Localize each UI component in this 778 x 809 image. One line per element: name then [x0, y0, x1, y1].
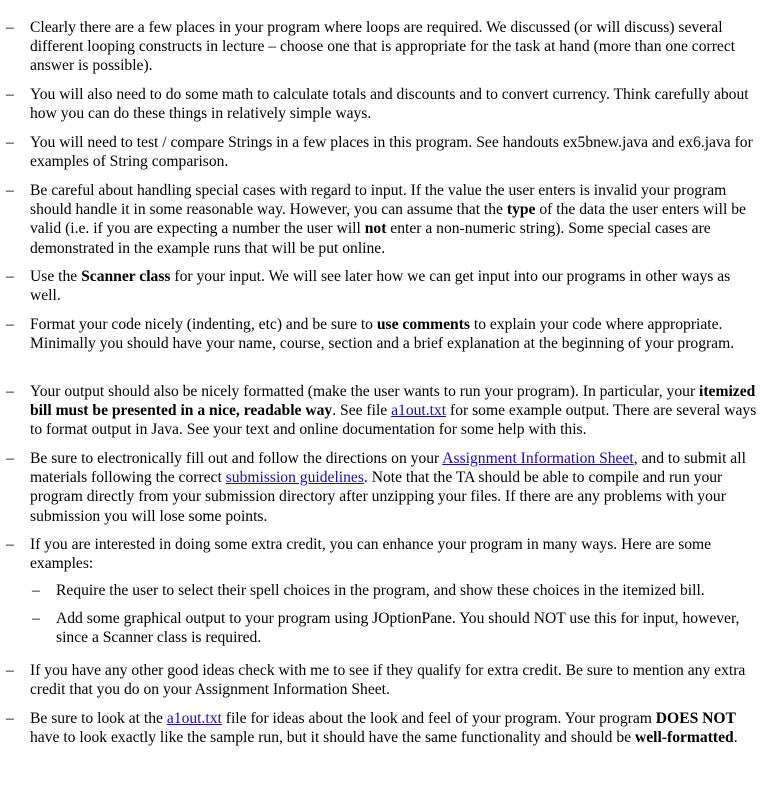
sub-bullet-dash: –	[32, 582, 40, 599]
bullet-scanner	[6, 267, 758, 305]
body-text: file for ideas about the look and feel of your program. Your program	[221, 710, 656, 727]
body-text: of the data the user enters will be valid (i.e. if you are expecting a number the user will	[30, 201, 746, 238]
sub-bullet-joptionpane	[32, 609, 758, 647]
bullet-text	[30, 181, 758, 258]
bullet-text	[30, 661, 758, 699]
document-link[interactable]: Assignment Information Sheet	[442, 450, 634, 467]
bullet-text	[30, 315, 758, 353]
bullet-math	[6, 85, 758, 123]
body-text: for some example output. There are several ways to format output in Java. See your text and online documentation for some help with this.	[30, 402, 757, 439]
body-text: to explain your code where appropriate. Minimally you should have your name, course, section and a brief explanation at the beginning of your program.	[30, 316, 735, 353]
bullet-dash: –	[6, 710, 14, 727]
body-text: You will also need to do some math to calculate totals and discounts and to convert currency. Think carefully about how you can do these things in relatively simple ways.	[30, 86, 749, 123]
bullet-input	[6, 181, 758, 258]
document-link[interactable]: submission guidelines	[225, 469, 364, 487]
body-text: Be sure to look at the	[30, 710, 167, 727]
bullet-extra-credit	[6, 535, 758, 647]
bullet-dash: –	[6, 662, 14, 679]
bullet-text	[30, 535, 758, 573]
bullet-look-and-feel	[6, 709, 758, 747]
body-text: Your output should also be nicely formatted (make the user wants to run your program). In particular, your	[30, 383, 700, 400]
body-text: Clearly there are a few places in your program where loops are required. We discussed (or will discuss) several different looping constructs in lecture – choose one that is appropriate for the task at hand (more than one correct answer is possible).	[30, 19, 736, 75]
sub-bullet-text	[56, 609, 758, 647]
bullet-dash: –	[6, 268, 14, 285]
sub-bullet-spell-choices	[32, 581, 758, 600]
body-text: , and to submit all materials following the correct	[30, 450, 746, 487]
body-text: have to look exactly like the sample run, but it should have the same functionality and should be	[30, 729, 635, 747]
body-text: If you have any other good ideas check with me to see if they qualify for extra credit. Be sure to mention any extra credit that you do on your Assignment Information Sheet.	[30, 662, 746, 699]
bullet-output	[6, 382, 758, 440]
bullet-text	[30, 382, 758, 440]
bullet-dash: –	[6, 19, 14, 36]
body-text: If you are interested in doing some extra credit, you can enhance your program in many ways. Here are some examples:	[30, 536, 712, 573]
body-text: Be careful about handling special cases with regard to input. If the value the user enters is invalid your program should handle it in some reasonable way. However, you can assume that the	[30, 182, 727, 219]
document-link[interactable]: a1out.txt	[391, 402, 447, 420]
body-text: Use the	[30, 268, 82, 285]
bold-text: type	[506, 201, 536, 219]
bullet-dash: –	[6, 316, 14, 333]
sub-bullet-dash: –	[32, 610, 40, 627]
body-text: Format your code nicely (indenting, etc) and be sure to	[30, 316, 377, 333]
bullet-text	[30, 85, 758, 123]
bold-text: not	[364, 220, 387, 238]
bullet-dash: –	[6, 450, 14, 467]
body-text: Add some graphical output to your program using JOptionPane. You should NOT use this for input, however, since a Scanner class is required.	[56, 610, 740, 647]
bullet-dash: –	[6, 182, 14, 199]
body-text: . Note that the TA should be able to compile and run your program directly from your submission directory after unzipping your files. If there are any problems with your submission you will lose some points.	[30, 469, 726, 525]
bullet-text	[30, 133, 758, 171]
body-text: . See file	[332, 402, 392, 420]
body-text: Be sure to electronically fill out and follow the directions on your	[30, 450, 443, 467]
bullet-text	[30, 709, 758, 747]
bullet-other-ideas	[6, 661, 758, 699]
bullet-dash: –	[6, 134, 14, 151]
body-text: enter a non-numeric string). Some special cases are demonstrated in the example runs that will be put online.	[30, 220, 711, 257]
body-text: Require the user to select their spell choices in the program, and show these choices in the itemized bill.	[56, 582, 705, 599]
bullet-format-code	[6, 315, 758, 353]
bold-text: DOES NOT	[655, 710, 736, 727]
bullet-text	[30, 18, 758, 76]
bold-text: itemized bill must be presented in a nice, readable way	[30, 383, 756, 420]
sub-bullet-text	[56, 581, 758, 600]
bold-text: Scanner class	[81, 268, 171, 285]
bullet-text	[30, 267, 758, 305]
document-link[interactable]: a1out.txt	[166, 710, 222, 727]
body-text: .	[733, 729, 738, 747]
bullet-strings	[6, 133, 758, 171]
body-text: You will need to test / compare Strings in a few places in this program. See handouts ex5bnew.java and ex6.java for examples of String comparison.	[30, 134, 753, 171]
bullet-loops	[6, 18, 758, 76]
bullet-text	[30, 449, 758, 526]
bold-text: use comments	[376, 316, 470, 333]
body-text: for your input. We will see later how we can get input into our programs in other ways as well.	[30, 268, 731, 305]
bullet-dash: –	[6, 536, 14, 553]
bold-text: well-formatted	[634, 729, 734, 747]
bullet-submit	[6, 449, 758, 526]
bullet-dash: –	[6, 86, 14, 103]
bullet-dash: –	[6, 383, 14, 400]
